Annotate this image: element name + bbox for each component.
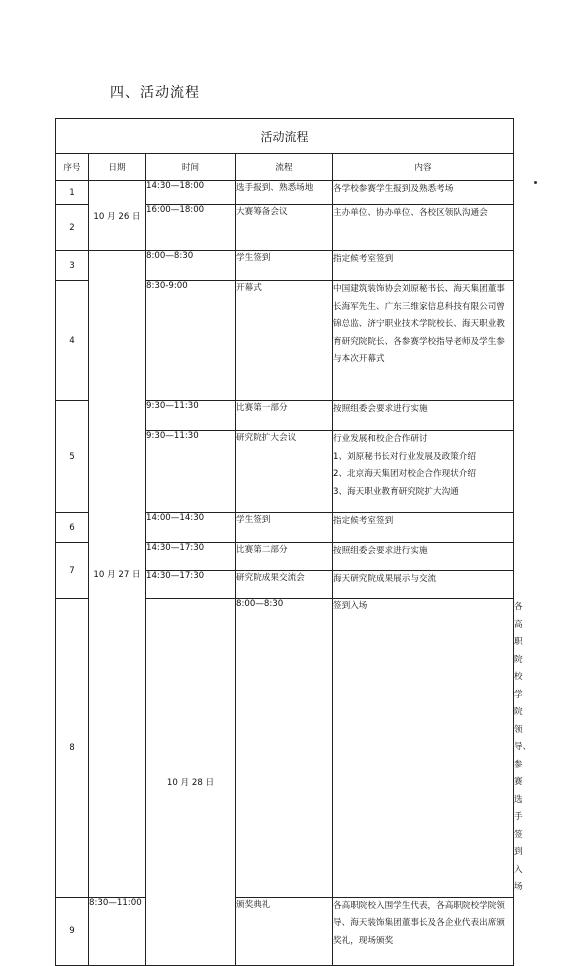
time-cell: 14:30—17:30 bbox=[146, 571, 236, 599]
schedule-table bbox=[55, 118, 532, 966]
flow-cell: 学生签到 bbox=[236, 251, 333, 281]
row-number: 6 bbox=[56, 513, 89, 543]
content-line: 1、刘原秘书长对行业发展及政策介绍 bbox=[333, 451, 476, 462]
col-header-num: 序号 bbox=[56, 154, 89, 181]
flow-cell: 大赛筹备会议 bbox=[236, 205, 333, 251]
content-cell: 指定候考室签到 bbox=[333, 251, 514, 281]
date-cell: 10 月 28 日 bbox=[146, 599, 236, 966]
time-cell: 9:30—11:30 bbox=[146, 401, 236, 431]
flow-cell: 比赛第一部分 bbox=[236, 401, 333, 431]
flow-cell: 学生签到 bbox=[236, 513, 333, 543]
content-cell: 主办单位、协办单位、各校区领队沟通会 bbox=[333, 205, 514, 251]
row-number: 9 bbox=[56, 897, 89, 965]
content-line: 2、北京海天集团对校企合作现状介绍 bbox=[333, 469, 476, 479]
col-header-content: 内容 bbox=[333, 154, 514, 181]
date-cell: 10 月 27 日 bbox=[89, 251, 146, 898]
flow-cell: 研究院扩大会议 bbox=[236, 431, 333, 513]
time-cell: 14:30—17:30 bbox=[146, 543, 236, 571]
col-header-date: 日期 bbox=[89, 154, 146, 181]
time-cell: 8:30—11:00 bbox=[89, 897, 146, 965]
table-row bbox=[56, 251, 514, 281]
row-number: 7 bbox=[56, 543, 89, 599]
content-cell: 指定候考室签到 bbox=[333, 513, 514, 543]
content-cell: 中国建筑装饰协会刘原秘书长、海天集团董事长海军先生、广东三维家信息科技有限公司曾锦总监、济宁职业技术学院校长、海天职业教育研究院院长、各参赛学校指导老师及学生参与本次开幕式 bbox=[333, 281, 514, 401]
col-header-flow: 流程 bbox=[236, 154, 333, 181]
content-cell: 按照组委会要求进行实施 bbox=[333, 401, 514, 431]
flow-cell: 选手报到、熟悉场地 bbox=[236, 181, 333, 205]
scan-speck bbox=[534, 181, 537, 184]
time-cell: 8:00—8:30 bbox=[236, 599, 333, 898]
time-cell: 16:00—18:00 bbox=[146, 205, 236, 251]
table-row bbox=[56, 897, 514, 965]
row-number: 3 bbox=[56, 251, 89, 281]
table-row: 8 10 月 28 日 8:00—8:30 签到入场 各高职院校学院领导、参赛选手签到入场 bbox=[56, 599, 514, 898]
content-line: 3、海天职业教育研究院扩大沟通 bbox=[333, 486, 459, 497]
content-cell: 各高职院校入围学生代表，各高职院校学院领导、海天装饰集团董事长及各企业代表出席颁奖礼，现场颁奖 bbox=[333, 897, 514, 965]
content-cell: 按照组委会要求进行实施 bbox=[333, 543, 514, 571]
flow-cell: 研究院成果交流会 bbox=[236, 571, 333, 599]
table-row bbox=[56, 181, 514, 205]
row-number: 1 bbox=[56, 181, 89, 205]
flow-cell: 签到入场 bbox=[333, 599, 514, 898]
table-title: 活动流程 bbox=[56, 119, 514, 154]
section-heading: 四、活动流程 bbox=[110, 85, 200, 101]
row-number: 4 bbox=[56, 281, 89, 401]
content-line: 行业发展和校企合作研讨 bbox=[333, 434, 428, 444]
time-cell: 14:30—18:00 bbox=[146, 181, 236, 205]
row-number: 2 bbox=[56, 205, 89, 251]
date-cell: 10 月 26 日 bbox=[89, 181, 146, 251]
time-cell: 14:00—14:30 bbox=[146, 513, 236, 543]
flow-cell: 比赛第二部分 bbox=[236, 543, 333, 571]
time-cell: 8:00—8:30 bbox=[146, 251, 236, 281]
row-number: 8 bbox=[56, 599, 89, 898]
row-number: 5 bbox=[56, 401, 89, 513]
flow-cell: 颁奖典礼 bbox=[236, 897, 333, 965]
flow-cell: 开幕式 bbox=[236, 281, 333, 401]
col-header-time: 时间 bbox=[146, 154, 236, 181]
time-cell: 9:30—11:30 bbox=[146, 431, 236, 513]
content-cell: 各学校参赛学生报到及熟悉考场 bbox=[333, 181, 514, 205]
content-cell: 海天研究院成果展示与交流 bbox=[333, 571, 514, 599]
content-cell bbox=[333, 431, 514, 513]
time-cell: 8:30-9:00 bbox=[146, 281, 236, 401]
table-header-row bbox=[56, 154, 514, 181]
